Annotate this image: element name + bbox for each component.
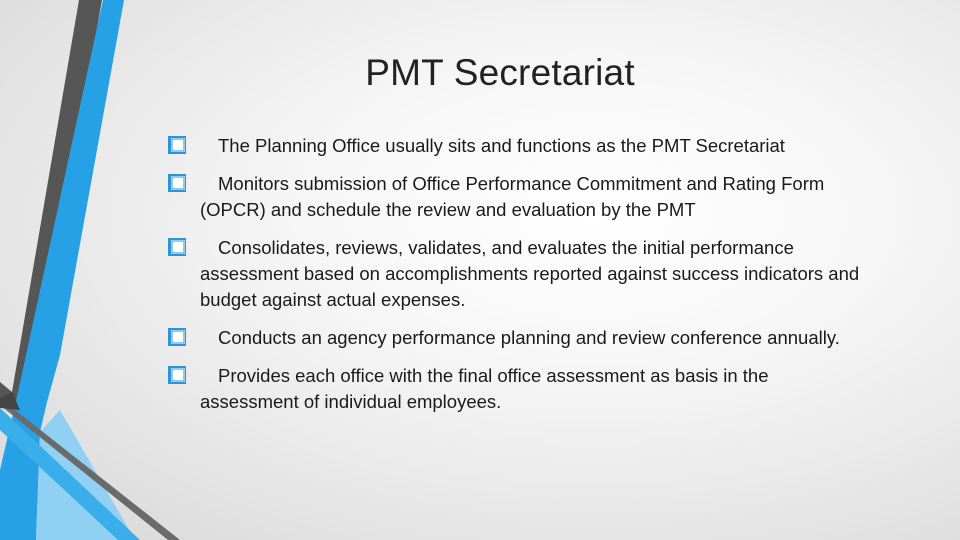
bullet-text: The Planning Office usually sits and functions as the PMT Secretariat [218,135,785,156]
checkbox-square-icon [166,364,188,386]
slide-title: PMT Secretariat [365,52,635,93]
bullet-item [170,171,870,223]
bullet-text: Conducts an agency performance planning and review conference annually. [218,327,840,348]
bullet-text: Provides each office with the final office assessment as basis in the assessment of individual employees. [200,365,769,412]
bullet-item [170,235,870,313]
checkbox-square-icon [166,326,188,348]
bullet-item [170,325,870,351]
bullet-item [170,133,870,159]
bullet-list [170,133,870,427]
checkbox-square-icon [166,236,188,258]
bullet-text: Monitors submission of Office Performance Commitment and Rating Form (OPCR) and schedule the review and evaluation by the PMT [200,173,825,220]
checkbox-square-icon [166,134,188,156]
bullet-item [170,363,870,415]
bullet-text: Consolidates, reviews, validates, and evaluates the initial performance assessment based on accomplishments reported against success indicators and budget against actual expenses. [200,237,860,310]
checkbox-square-icon [166,172,188,194]
